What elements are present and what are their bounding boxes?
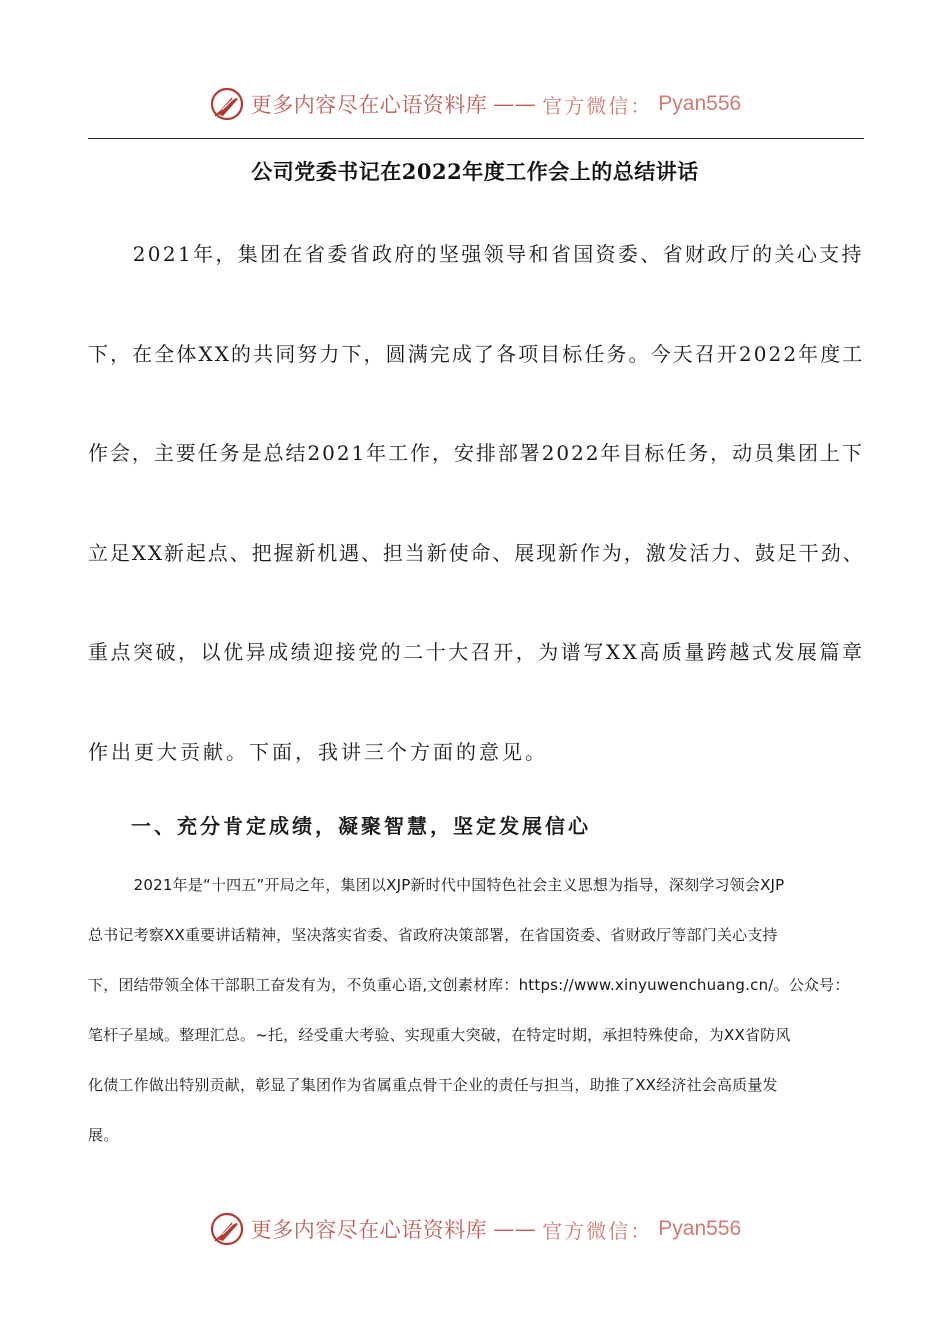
promo-text: 更多内容尽在心语资料库	[250, 93, 488, 117]
document-title: 公司党委书记在2022年度工作会上的总结讲话	[251, 159, 699, 184]
pen-nib-logo-icon	[209, 86, 245, 122]
header-watermark-banner	[0, 82, 950, 126]
intro-line: 2021年，集团在省委省政府的坚强领导和省国资委、省财政厅的关心支持	[88, 242, 864, 266]
wechat-label: 官方微信：	[542, 93, 653, 118]
footer-watermark-banner	[0, 1207, 950, 1251]
body-line: 化债工作做出特别贡献，彰显了集团作为省属重点骨干企业的责任与担当，助推了XX经济社会高质量发	[88, 1076, 778, 1094]
intro-line: 作会，主要任务是总结2021年工作，安排部署2022年目标任务，动员集团上下	[88, 441, 864, 465]
promo-dash: ——	[493, 92, 537, 116]
header-divider	[88, 138, 864, 139]
intro-line: 立足XX新起点、把握新机遇、担当新使命、展现新作为，激发活力、鼓足干劲、	[88, 541, 865, 565]
body-line: 2021年是“十四五”开局之年，集团以XJP新时代中国特色社会主义思想为指导，深刻学习领会XJP	[88, 876, 785, 894]
intro-line: 作出更大贡献。下面，我讲三个方面的意见。	[88, 740, 548, 764]
body-line: 展。	[88, 1126, 119, 1144]
wechat-id: Pyan556	[658, 1217, 742, 1240]
pen-nib-logo-icon	[209, 1211, 245, 1247]
body-line: 总书记考察XX重要讲话精神，坚决落实省委、省政府决策部署，在省国资委、省财政厅等部门关心支持	[88, 926, 778, 944]
body-line: 下，团结带领全体干部职工奋发有为，不负重心语,文创素材库：https://www.xinyuwenchuang.cn/。公众号：	[88, 976, 850, 994]
intro-line: 重点突破，以优异成绩迎接党的二十大召开，为谱写XX高质量跨越式发展篇章	[88, 640, 865, 664]
body-line: 笔杆子星域。整理汇总。~托，经受重大考验、实现重大突破，在特定时期，承担特殊使命，为XX省防风	[88, 1026, 791, 1044]
wechat-id: Pyan556	[658, 92, 742, 115]
promo-text: 更多内容尽在心语资料库	[250, 1218, 488, 1242]
wechat-label: 官方微信：	[542, 1218, 653, 1243]
intro-line: 下，在全体XX的共同努力下，圆满完成了各项目标任务。今天召开2022年度工	[88, 342, 865, 366]
promo-dash: ——	[493, 1217, 537, 1241]
section-heading: 一、充分肯定成绩，凝聚智慧，坚定发展信心	[131, 814, 591, 838]
